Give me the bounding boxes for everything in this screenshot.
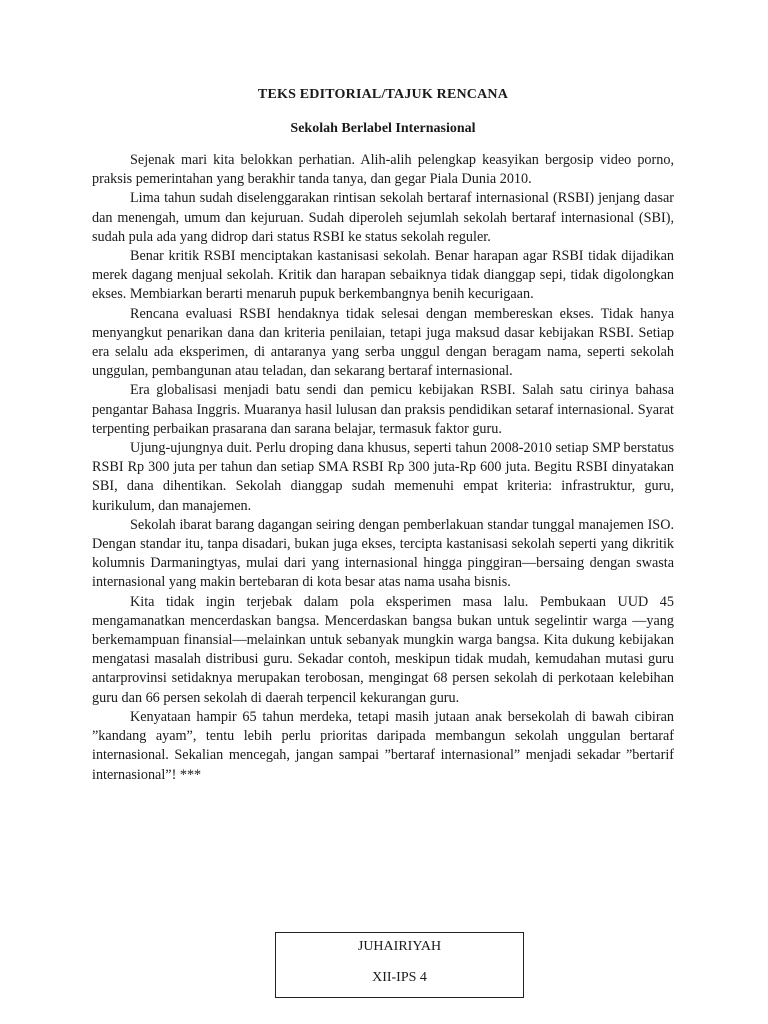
paragraph-7: Sekolah ibarat barang dagangan seiring dengan pemberlakuan standar tunggal manajemen ISO. Dengan standar itu, tanpa disadari, bukan juga ekses, tercipta kastanisasi sekolah seperti yang dikritik kolumnis Darmaningtyas, mulai dari yang internasional hingga pinggiran—bersaing dengan swasta internasional yang makin bertebaran di kota besar atas nama usaha bisnis. — [92, 516, 674, 591]
paragraph-5: Era globalisasi menjadi batu sendi dan pemicu kebijakan RSBI. Salah satu cirinya bahasa pengantar Bahasa Inggris. Muaranya hasil lulusan dan praksis pendidikan setaraf internasional. Syarat terpenting perbaikan prasarana dan sarana belajar, termasuk faktor guru. — [92, 382, 674, 437]
paragraph-8: Kita tidak ingin terjebak dalam pola eksperimen masa lalu. Pembukaan UUD 45 mengamanatkan mencerdaskan bangsa. Mencerdaskan bangsa bukan untuk segelintir warga —yang berkemampuan finansial—melainkan untuk sebanyak mungkin warga bangsa. Kita dukung kebijakan mengatasi masalah distribusi guru. Sekadar contoh, meskipun tidak mudah, kemudahan mutasi guru antarprovinsi setidaknya merupakan terobosan, mengingat 68 persen sekolah di perkotaan kelebihan guru dan 66 persen sekolah di daerah terpencil kekurangan guru. — [92, 593, 674, 706]
paragraph-4: Rencana evaluasi RSBI hendaknya tidak selesai dengan membereskan ekses. Tidak hanya menyangkut penarikan dana dan kriteria penilaian, tetapi juga maksud dasar kebijakan RSBI. Setiap era selalu ada eksperimen, di antaranya yang serba unggul dengan beragam nama, seperti sekolah unggulan, pembangunan atau teladan, dan sekarang bertaraf internasional. — [92, 305, 674, 380]
author-class: XII-IPS 4 — [372, 970, 427, 985]
author-name: JUHAIRIYAH — [357, 939, 442, 954]
paragraph-3: Benar kritik RSBI menciptakan kastanisasi sekolah. Benar harapan agar RSBI tidak dijadikan merek dagang menjual sekolah. Kritik dan harapan sebaiknya tidak dianggap sepi, tidak digolongkan ekses. Membiarkan berarti menaruh pupuk berkembangnya benih kecurigaan. — [92, 248, 674, 303]
document-subtitle: Sekolah Berlabel Internasional — [290, 121, 476, 136]
document-title: TEKS EDITORIAL/TAJUK RENCANA — [257, 87, 509, 102]
paragraph-9: Kenyataan hampir 65 tahun merdeka, tetapi masih jutaan anak bersekolah di bawah cibiran ”kandang ayam”, tentu lebih perlu prioritas daripada membangun sekolah unggulan bertaraf internasional. Sekalian mencegah, jangan sampai ”bertaraf internasional” menjadi sekadar ”bertarif internasional”! *** — [92, 708, 674, 783]
author-box — [275, 932, 524, 998]
paragraph-1: Sejenak mari kita belokkan perhatian. Alih-alih pelengkap keasyikan bergosip video porno, praksis pemerintahan yang berakhir tanda tanya, dan gegar Piala Dunia 2010. — [92, 152, 674, 188]
paragraph-6: Ujung-ujungnya duit. Perlu droping dana khusus, seperti tahun 2008-2010 setiap SMP berstatus RSBI Rp 300 juta per tahun dan setiap SMA RSBI Rp 300 juta-Rp 600 juta. Begitu RSBI dinyatakan SBI, dana dihentikan. Sekolah dianggap sudah memenuhi empat kriteria: infrastruktur, guru, kurikulum, dan manajemen. — [92, 440, 674, 514]
document-body — [92, 151, 674, 785]
paragraph-2: Lima tahun sudah diselenggarakan rintisan sekolah bertaraf internasional (RSBI) jenjang dasar dan menengah, umum dan kejuruan. Sudah diperoleh sejumlah sekolah bertaraf internasional (SBI), sudah pula ada yang didrop dari status RSBI ke status sekolah reguler. — [92, 190, 674, 245]
